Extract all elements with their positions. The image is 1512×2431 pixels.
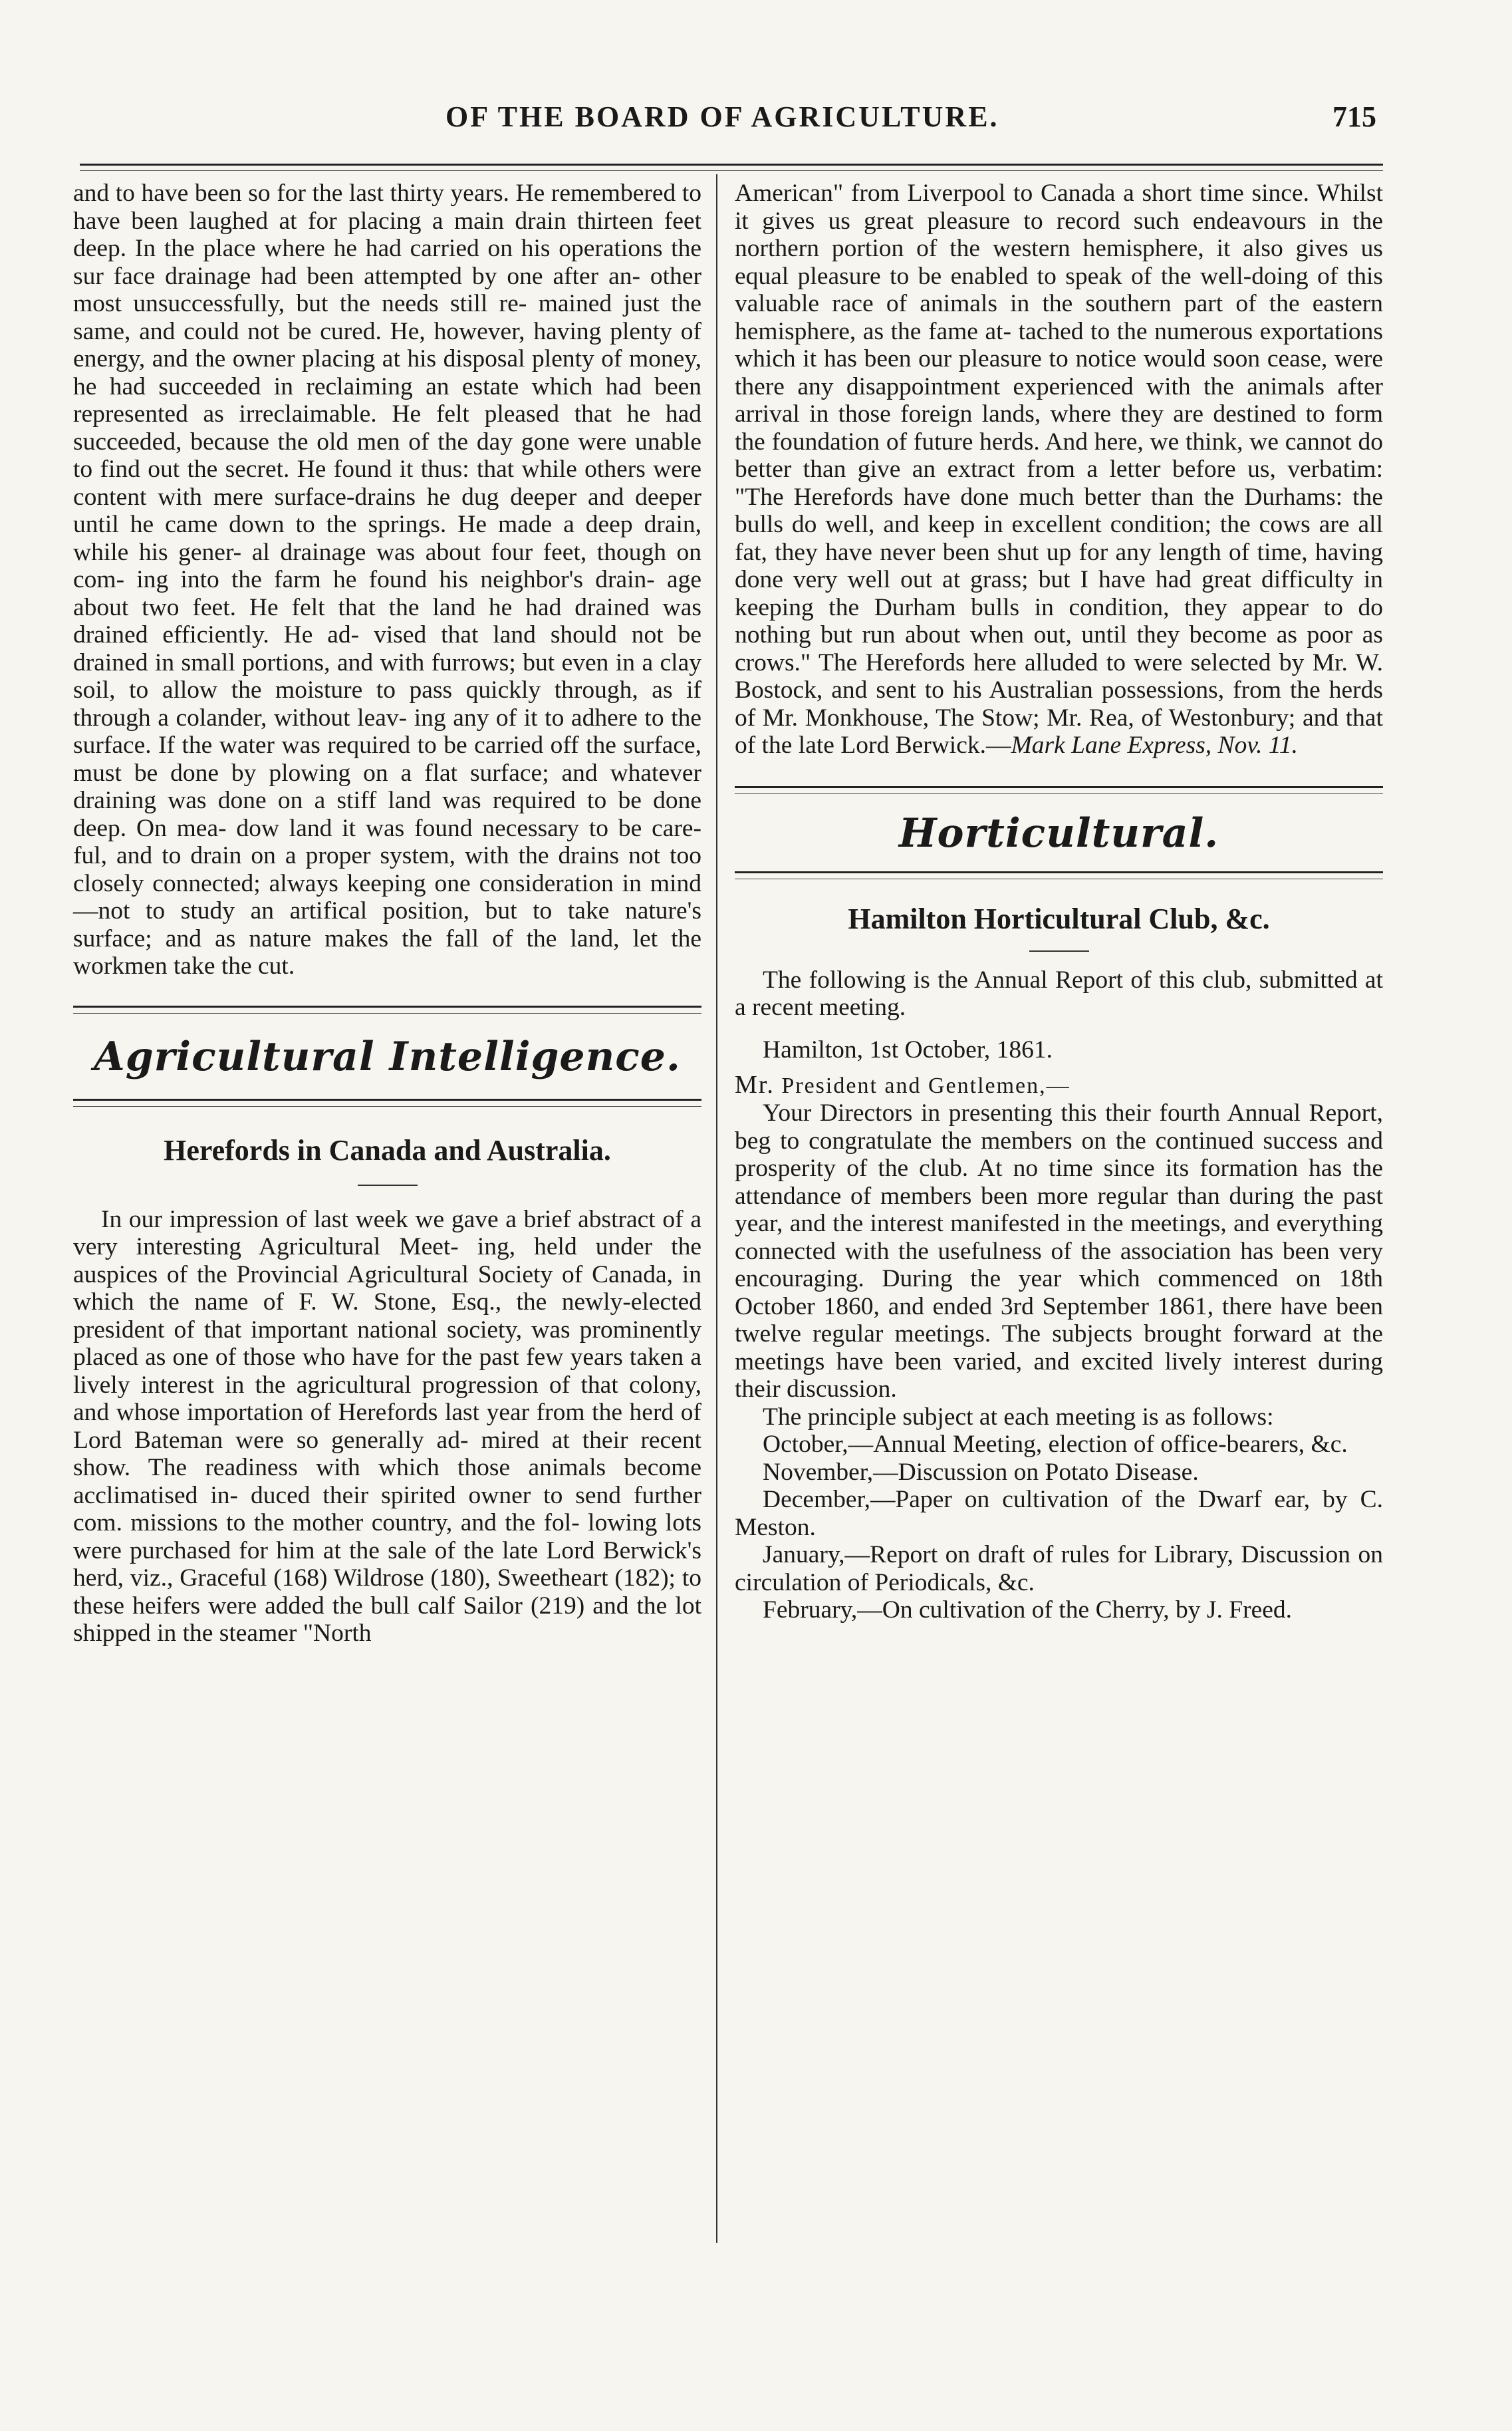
herefords-paragraph: In our impression of last week we gave a brief abstract of a very interesting Agricultural Meet- ing, held under the auspices of the Provincial Agricultural Society of Canada, in which the name of F. W. Stone, Esq., the newly-elected president of that important national society, was prominently placed as one of those who have for the past few years taken a lively interest in the agricultural progression of that colony, and whose importation of Herefords last year from the herd of Lord Bateman were so generally ad- mired at their recent show. The readiness with which those animals become acclimatised in- duced their spirited owner to send further com. missions to the mother country, and the fol- lowing lots were purchased for him at the sale of the late Lord Berwick's herd, viz., Graceful (168) Wildrose (180), Sweetheart (182); to these heifers were added the bull calf Sailor (219) and the lot shipped in the steamer "North (73, 1205, 701, 1647)
section-rule (735, 871, 1383, 879)
schedule-item: November,—Discussion on Potato Disease. (763, 1458, 1199, 1486)
salutation-rest: President and Gentlemen,— (781, 1073, 1071, 1098)
salutation-first: Mr. (735, 1071, 775, 1099)
report-intro: The following is the Annual Report of this club, submitted at a recent meeting. (735, 966, 1383, 1021)
section-title-agricultural-intelligence: Agricultural Intelligence. (94, 1033, 681, 1080)
article-title-herefords: Herefords in Canada and Australia. (164, 1133, 611, 1167)
running-title: OF THE BOARD OF AGRICULTURE. (445, 100, 999, 133)
section-rule (73, 1006, 701, 1014)
section-title-horticultural: Horticultural. (898, 809, 1219, 857)
schedule-item: October,—Annual Meeting, election of office-bearers, &c. (763, 1431, 1348, 1458)
schedule-item: December,—Paper on cultivation of the Dwarf ear, by C. Meston. (735, 1486, 1383, 1541)
header-rule (80, 164, 1383, 166)
article-title-hamilton-club: Hamilton Horticultural Club, &c. (848, 902, 1270, 935)
schedule-item: February,—On cultivation of the Cherry, by J. Freed. (763, 1596, 1292, 1624)
page-number: 715 (1332, 100, 1376, 133)
herefords-continued-text: American" from Liverpool to Canada a short time since. Whilst it gives us great pleasure to record such endeavours in the northern portion of the western hemisphere, it also gives us equal pleasure to be enabled to speak of the well-doing of this valuable race of animals in the southern part of the eastern hemisphere, as the fame at- tached to the numerous exportations which it has been our pleasure to notice would soon cease, were there any disappointment experienced with the animals after arrival in those foreign lands, where they are destined to form the foundation of future herds. And here, we think, we cannot do better than give an extract from a letter before us, verbatim: "The Herefords have done much better than the Durhams: the bulls do well, and keep in excellent condition; the cows are all fat, they have never been shut up for any length of time, having done very well out at grass; but I have had great difficulty in keeping the Durham bulls in condition, they appear to do nothing but run about when out, until they become as poor as crows." The Herefords here alluded to were selected by Mr. W. Bostock, and sent to his Australian possessions, from the herds of Mr. Monkhouse, The Stow; Mr. Rea, of Westonbury; and that of the late Lord Berwick.— (735, 180, 1383, 759)
section-rule (735, 786, 1383, 794)
column-divider (716, 174, 717, 2243)
herefords-continued-paragraph (735, 180, 1383, 760)
herefords-source-signature: Mark Lane Express, Nov. 11. (1011, 732, 1299, 759)
header-rule-thin (80, 170, 1383, 171)
right-column (735, 180, 1383, 1624)
left-column (73, 180, 701, 1647)
running-head (73, 100, 1376, 134)
report-paragraph: Your Directors in presenting this their fourth Annual Report, beg to congratulate the members on the continued success and prosperity of the club. At no time since its formation has the attendance of members been more regular than during the past year, and the interest manifested in the meetings, and everything connected with the usefulness of the association has been very encouraging. During the year which commenced on 18th October 1860, and ended 3rd September 1861, there have been twelve regular meetings. The subjects brought forward at the meetings have been varied, and excited lively interest during their discussion. (735, 1099, 1383, 1403)
report-dateline: Hamilton, 1st October, 1861. (763, 1036, 1053, 1064)
report-salutation (735, 1070, 1383, 1099)
subjects-intro: The principle subject at each meeting is as follows: (763, 1403, 1274, 1431)
drainage-paragraph: and to have been so for the last thirty years. He remembered to have been laughed at for placing a main drain thirteen feet deep. In the place where he had carried on his operations the sur face drainage had been attempted by one after an- other most unsuccessfully, but the needs still re- mained just the same, and could not be cured. He, however, having plenty of energy, and the owner placing at his disposal plenty of money, he had succeeded in reclaiming an estate which had been represented as irreclaimable. He felt pleased that he had succeeded, because the old men of the day gone were unable to find out the secret. He found it thus: that while others were content with mere surface-drains he dug deeper and deeper until he came down to the springs. He made a deep drain, while his gener- al drainage was about four feet, though on com- ing into the farm he found his neighbor's drain- age about two feet. He felt that the land he had drained was drained efficiently. He ad- vised that land should not be drained in small portions, and with furrows; but even in a clay soil, to allow the moisture to pass quickly through, as if through a colander, without leav- ing any of it to adhere to the surface. If the water was required to be carried off the surface, must be done by plowing on a flat surface; and whatever draining was done on a stiff land was required to be done deep. On mea- dow land it was found necessary to be care- ful, and to drain on a proper system, with the drains not too closely connected; always keeping one consideration in mind—not to study an artifical position, but to take nature's surface; and as nature makes the fall of the land, let the workmen take the cut. (73, 180, 701, 980)
schedule-item: January,—Report on draft of rules for Library, Discussion on circulation of Periodicals, &c. (735, 1541, 1383, 1596)
section-rule (73, 1099, 701, 1107)
